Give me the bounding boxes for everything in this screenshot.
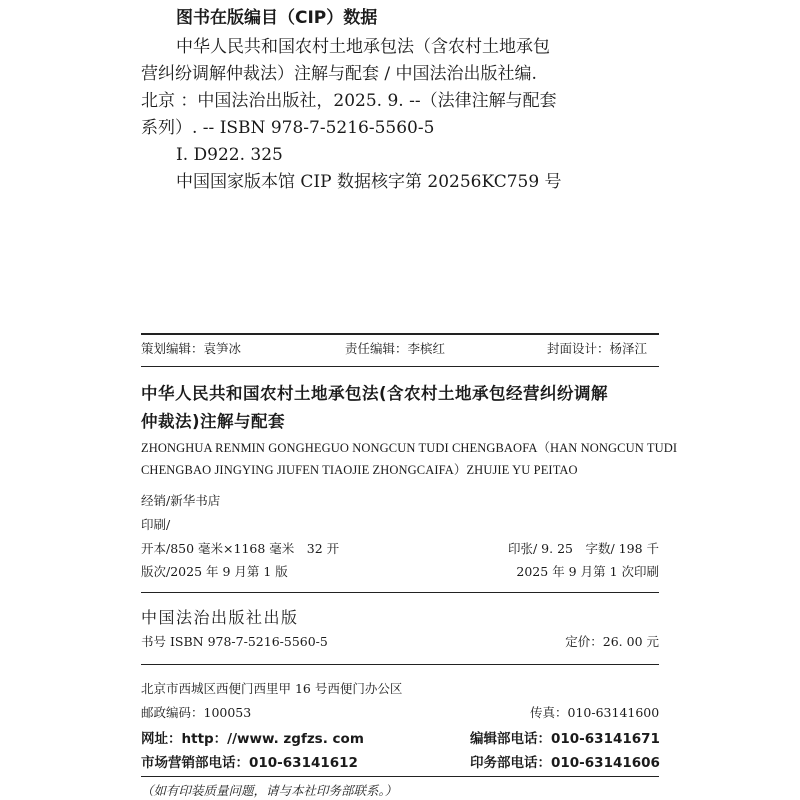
cip-line-4: 系列）. -- ISBN 978-7-5216-5560-5 xyxy=(141,118,435,138)
cip-line-2: 营纠纷调解仲裁法）注解与配套 / 中国法治出版社编. xyxy=(141,64,537,84)
pinyin-title-line-2: CHENGBAO JINGYING JIUFEN TIAOJIE ZHONGCAIFA）ZHUJIE YU PEITAO xyxy=(141,463,578,477)
website: 网址：http：//www. zgfzs. com xyxy=(141,731,364,747)
printing: 2025 年 9 月第 1 次印刷 xyxy=(516,564,659,579)
quality-notice: （如有印装质量问题，请与本社印务部联系。） xyxy=(141,783,398,798)
printer: 印刷/ xyxy=(141,517,171,532)
edition: 版次/2025 年 9 月第 1 版 xyxy=(141,564,288,579)
cip-line-6: 中国国家版本馆 CIP 数据核字第 20256KC759 号 xyxy=(176,172,562,192)
pinyin-title-line-1: ZHONGHUA RENMIN GONGHEGUO NONGCUN TUDI CHENGBAOFA（HAN NONGCUN TUDI xyxy=(141,441,678,455)
price: 定价：26. 00 元 xyxy=(565,634,659,649)
editorial-phone: 编辑部电话：010-63141671 xyxy=(470,731,660,747)
cip-heading: 图书在版编目（CIP）数据 xyxy=(176,8,378,28)
isbn: 书号 ISBN 978-7-5216-5560-5 xyxy=(141,634,328,649)
fax: 传真：010-63141600 xyxy=(530,705,660,720)
postcode: 邮政编码：100053 xyxy=(141,705,252,720)
distributor: 经销/新华书店 xyxy=(141,493,221,508)
cip-line-1: 中华人民共和国农村土地承包法（含农村土地承包 xyxy=(176,37,550,57)
cover-designer: 封面设计：杨泽江 xyxy=(547,341,648,356)
cip-line-3: 北京 ：中国法治出版社，2025. 9. --（法律注解与配套 xyxy=(141,91,557,111)
publisher-rule xyxy=(141,664,659,665)
marketing-phone: 市场营销部电话：010-63141612 xyxy=(141,755,358,771)
contact-rule xyxy=(141,776,659,777)
top-rule xyxy=(141,333,659,335)
publisher-name: 中国法治出版社出版 xyxy=(141,608,299,627)
specs-rule xyxy=(141,592,659,593)
responsible-editor: 责任编辑：李槟红 xyxy=(345,341,446,356)
sheets-words: 印张/ 9. 25 字数/ 198 千 xyxy=(507,541,659,556)
editors-rule xyxy=(141,366,659,367)
format: 开本/850 毫米×1168 毫米 32 开 xyxy=(141,541,340,556)
printing-phone: 印务部电话：010-63141606 xyxy=(470,755,660,771)
book-title-line-2: 仲裁法)注解与配套 xyxy=(141,412,286,431)
book-title-line-1: 中华人民共和国农村土地承包法(含农村土地承包经营纠纷调解 xyxy=(141,384,609,403)
address: 北京市西城区西便门西里甲 16 号西便门办公区 xyxy=(141,681,403,696)
planning-editor: 策划编辑：袁笋冰 xyxy=(141,341,242,356)
cip-line-5: Ⅰ. D922. 325 xyxy=(176,145,283,165)
